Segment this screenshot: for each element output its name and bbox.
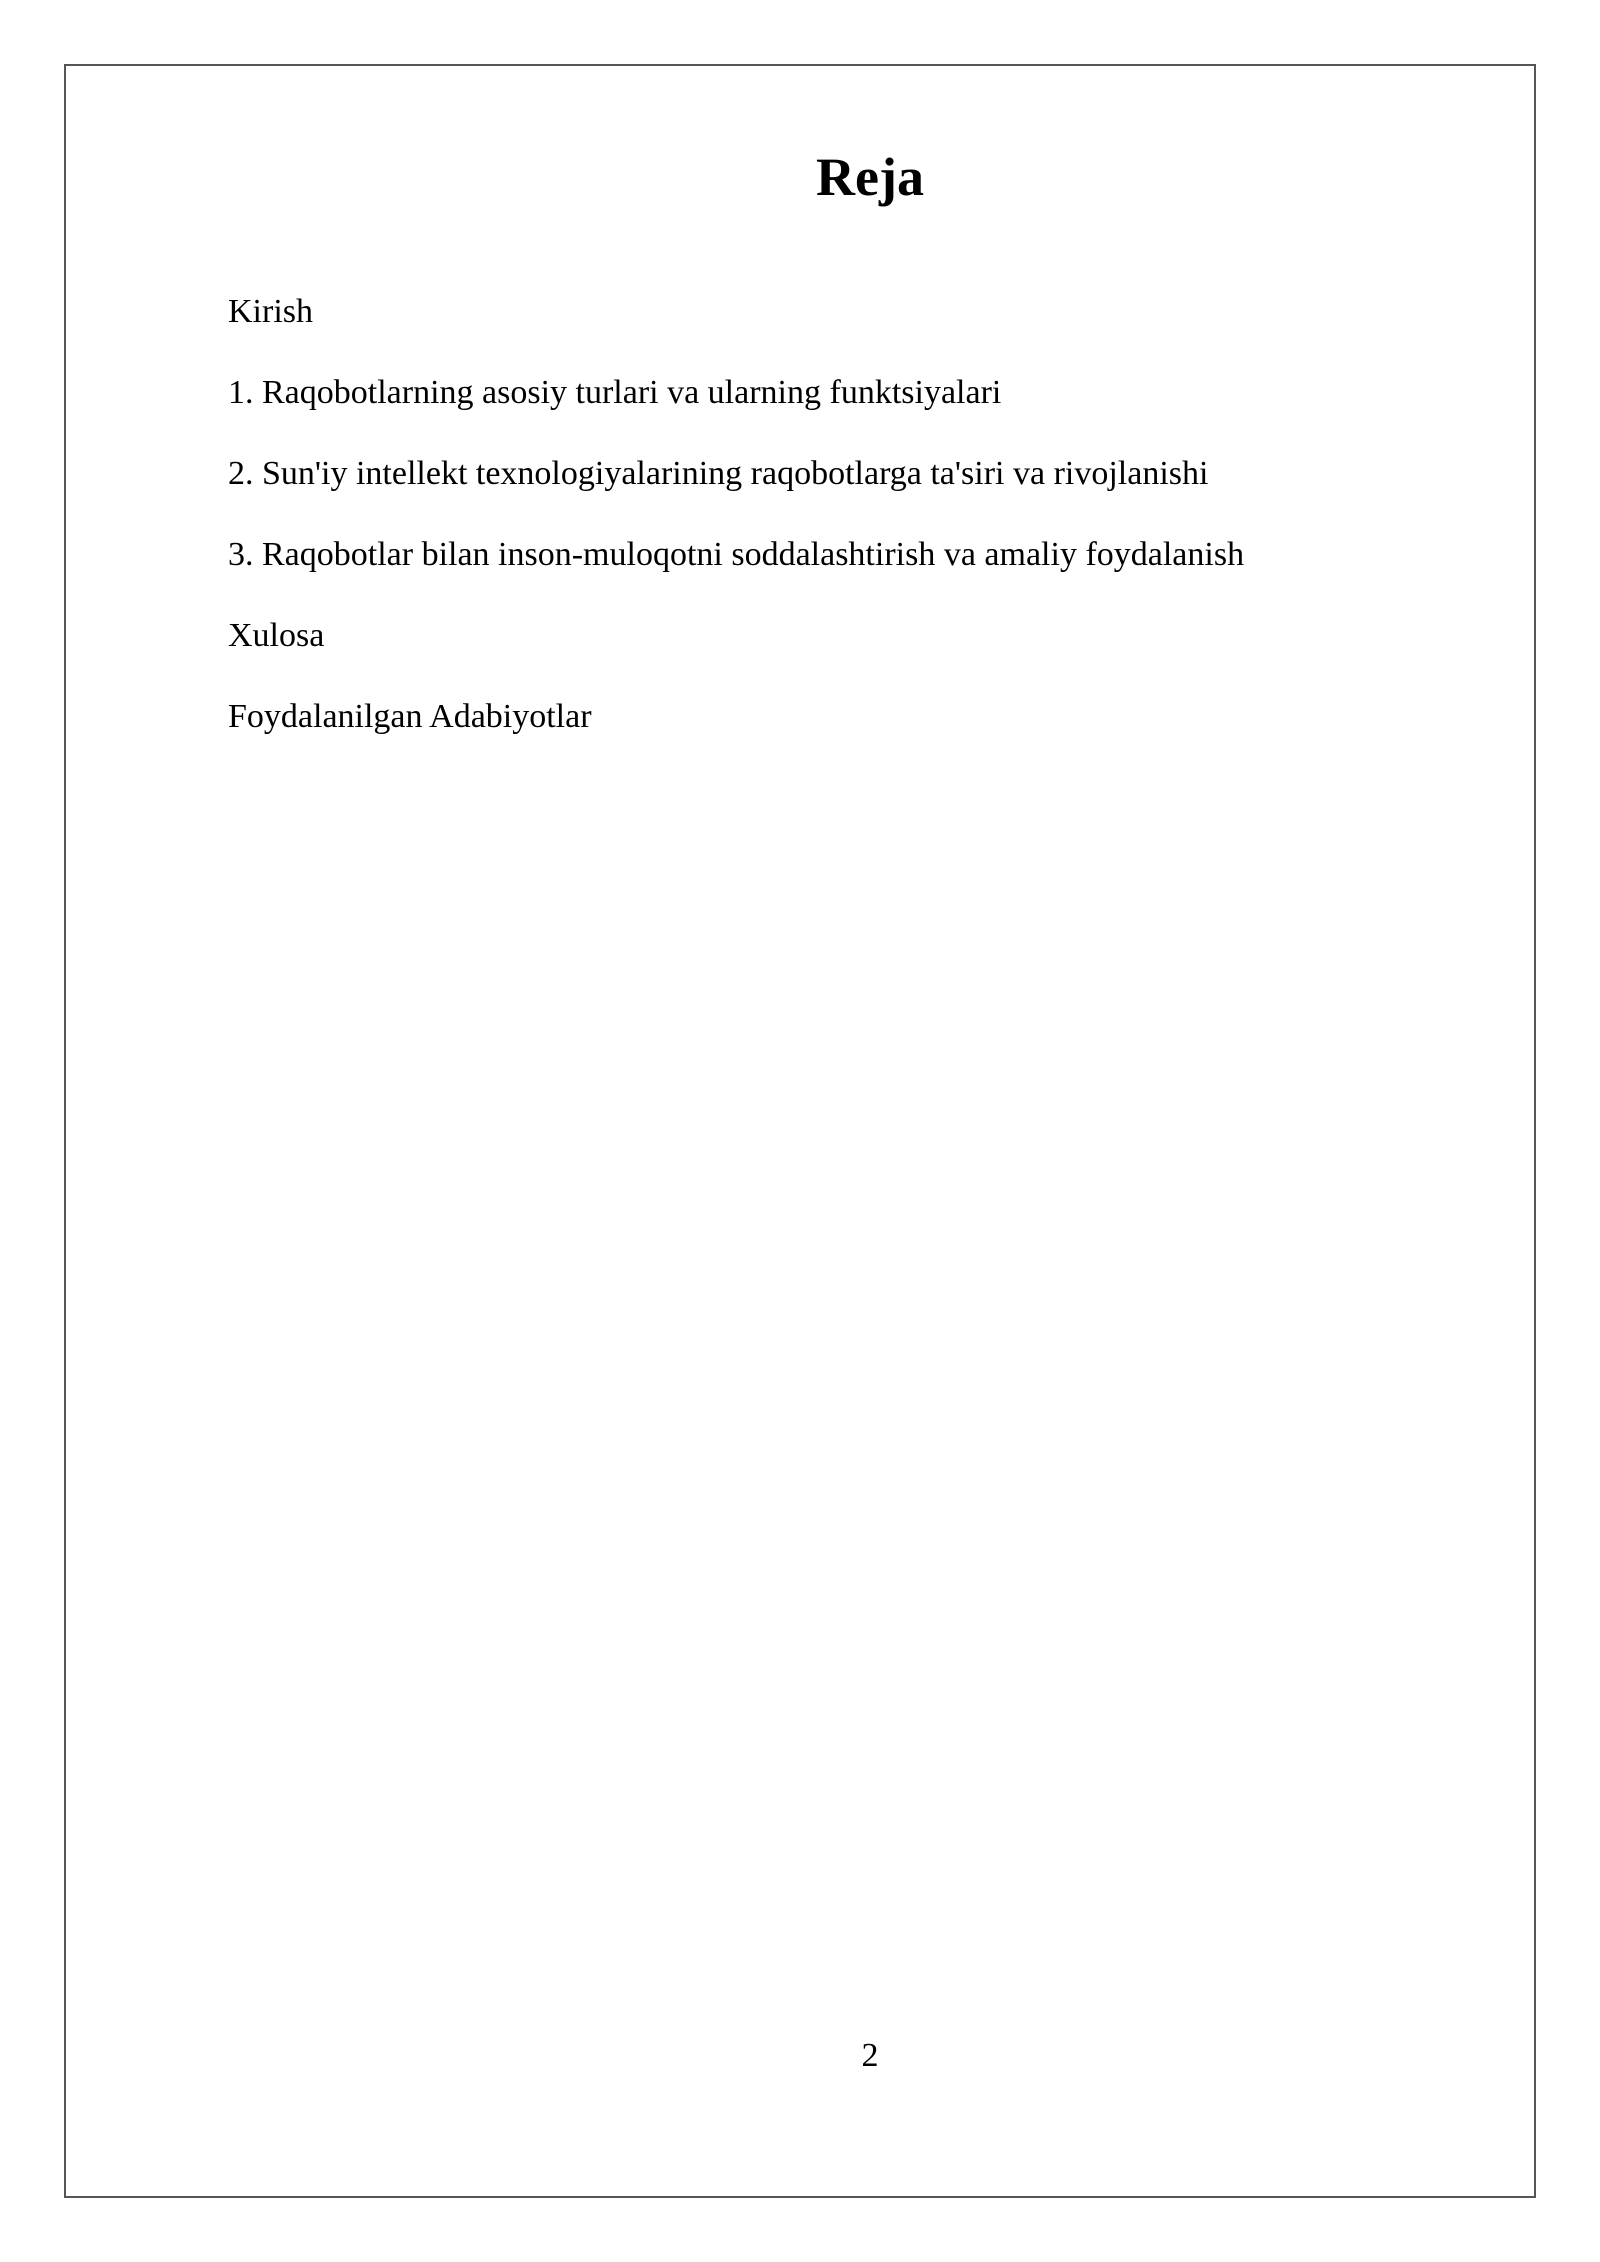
page-number: 2 [861, 2037, 879, 2074]
page-title: Reja [816, 147, 924, 207]
plan-item-1: 1. Raqobotlarning asosiy turlari va ularning funktsiyalari [228, 374, 1002, 411]
plan-item-references: Foydalanilgan Adabiyotlar [228, 698, 592, 735]
plan-item-introduction: Kirish [228, 293, 313, 330]
plan-item-conclusion: Xulosa [228, 617, 325, 654]
plan-item-2: 2. Sun'iy intellekt texnologiyalarining raqobotlarga ta'siri va rivojlanishi [228, 455, 1209, 492]
plan-item-3: 3. Raqobotlar bilan inson-muloqotni soddalashtirish va amaliy foydalanish [228, 536, 1245, 573]
plan-list [228, 292, 1244, 778]
